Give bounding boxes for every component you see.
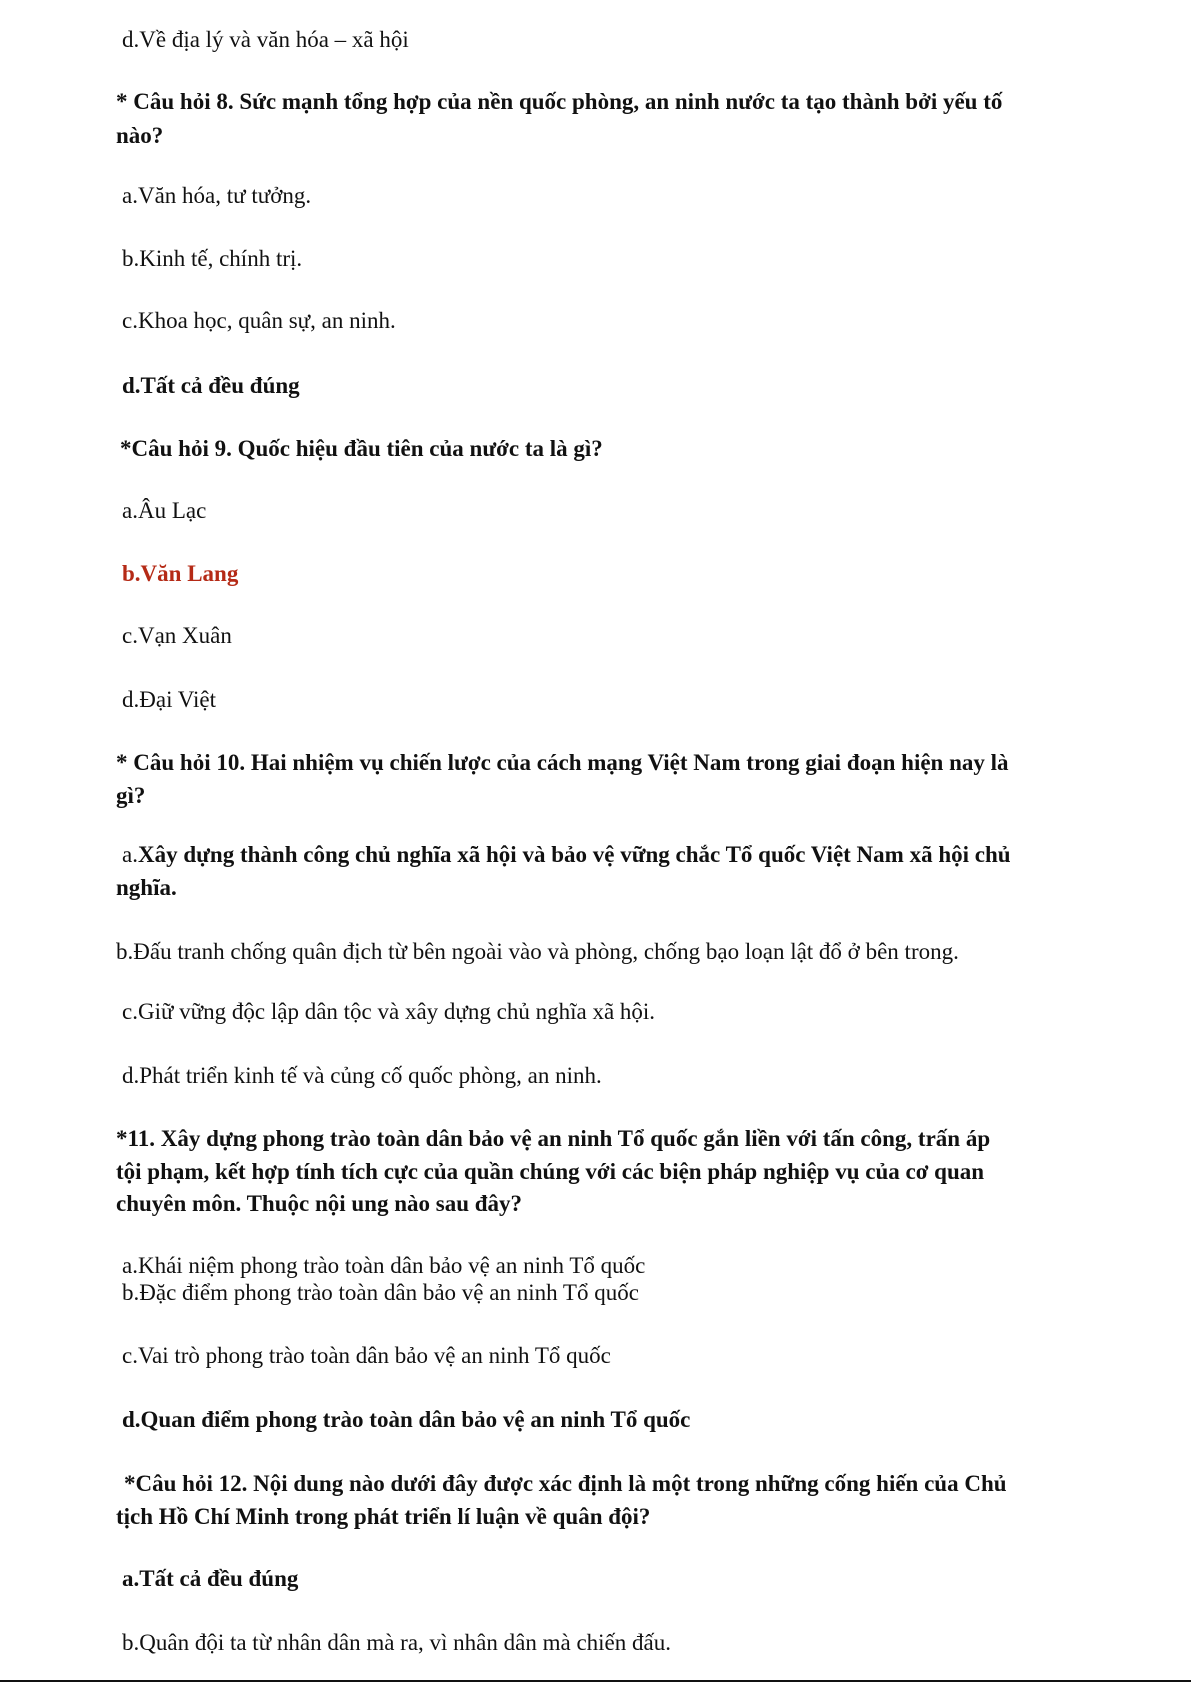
- q11-option-d: d.Quan điểm phong trào toàn dân bảo vệ an ninh Tổ quốc: [122, 1407, 691, 1432]
- q9-option-d: d.Đại Việt: [122, 687, 217, 712]
- question-11-line-1: *11. Xây dựng phong trào toàn dân bảo vệ an ninh Tổ quốc gắn liền với tấn công, trấn áp: [116, 1126, 991, 1151]
- q12-option-b: b.Quân đội ta từ nhân dân mà ra, vì nhân dân mà chiến đấu.: [122, 1630, 671, 1655]
- q11-option-a: a.Khái niệm phong trào toàn dân bảo vệ an ninh Tổ quốc: [122, 1253, 646, 1278]
- q9-option-a: a.Âu Lạc: [122, 498, 207, 523]
- q8-option-d: d.Tất cả đều đúng: [122, 373, 300, 398]
- question-10-line-2: gì?: [116, 783, 146, 808]
- q11-option-c: c.Vai trò phong trào toàn dân bảo vệ an ninh Tổ quốc: [122, 1343, 611, 1368]
- question-8-line-1: * Câu hỏi 8. Sức mạnh tổng hợp của nền quốc phòng, an ninh nước ta tạo thành bởi yếu tố: [116, 89, 1003, 114]
- q8-option-a: a.Văn hóa, tư tưởng.: [122, 183, 312, 208]
- q8-option-c: c.Khoa học, quân sự, an ninh.: [122, 308, 396, 333]
- q9-option-c: c.Vạn Xuân: [122, 623, 232, 648]
- q10-option-d: d.Phát triển kinh tế và củng cố quốc phòng, an ninh.: [122, 1063, 602, 1088]
- question-10-line-1: * Câu hỏi 10. Hai nhiệm vụ chiến lược của cách mạng Việt Nam trong giai đoạn hiện nay là: [116, 750, 1009, 775]
- q10-option-a-prefix: a.: [122, 842, 138, 867]
- q10-option-b: b.Đấu tranh chống quân địch từ bên ngoài vào và phòng, chống bạo loạn lật đổ ở bên trong.: [116, 939, 959, 964]
- q10-option-c: c.Giữ vững độc lập dân tộc và xây dựng chủ nghĩa xã hội.: [122, 999, 656, 1024]
- question-11-line-3: chuyên môn. Thuộc nội ung nào sau đây?: [116, 1191, 523, 1216]
- q8-option-b: b.Kinh tế, chính trị.: [122, 246, 303, 271]
- question-8-line-2: nào?: [116, 123, 164, 148]
- q12-option-a: a.Tất cả đều đúng: [122, 1566, 299, 1591]
- question-9: *Câu hỏi 9. Quốc hiệu đầu tiên của nước ta là gì?: [120, 436, 603, 461]
- q10-option-a-text: Xây dựng thành công chủ nghĩa xã hội và bảo vệ vững chắc Tổ quốc Việt Nam xã hội chủ: [137, 842, 1011, 867]
- question-12-line-2: tịch Hồ Chí Minh trong phát triển lí luận về quân đội?: [116, 1504, 651, 1529]
- q10-option-a-line-1: [122, 838, 1011, 871]
- q9-option-b-answer: b.Văn Lang: [122, 561, 239, 586]
- q11-option-b: b.Đặc điểm phong trào toàn dân bảo vệ an ninh Tổ quốc: [122, 1280, 639, 1305]
- page-bottom-rule: [0, 1680, 1191, 1682]
- q10-option-a-line-2: nghĩa.: [116, 875, 177, 900]
- option-d-previous-question: d.Về địa lý và văn hóa – xã hội: [122, 27, 409, 52]
- question-11-line-2: tội phạm, kết hợp tính tích cực của quần chúng với các biện pháp nghiệp vụ của cơ quan: [116, 1159, 985, 1184]
- question-12-line-1: *Câu hỏi 12. Nội dung nào dưới đây được xác định là một trong những cống hiến của Chủ: [124, 1471, 1007, 1496]
